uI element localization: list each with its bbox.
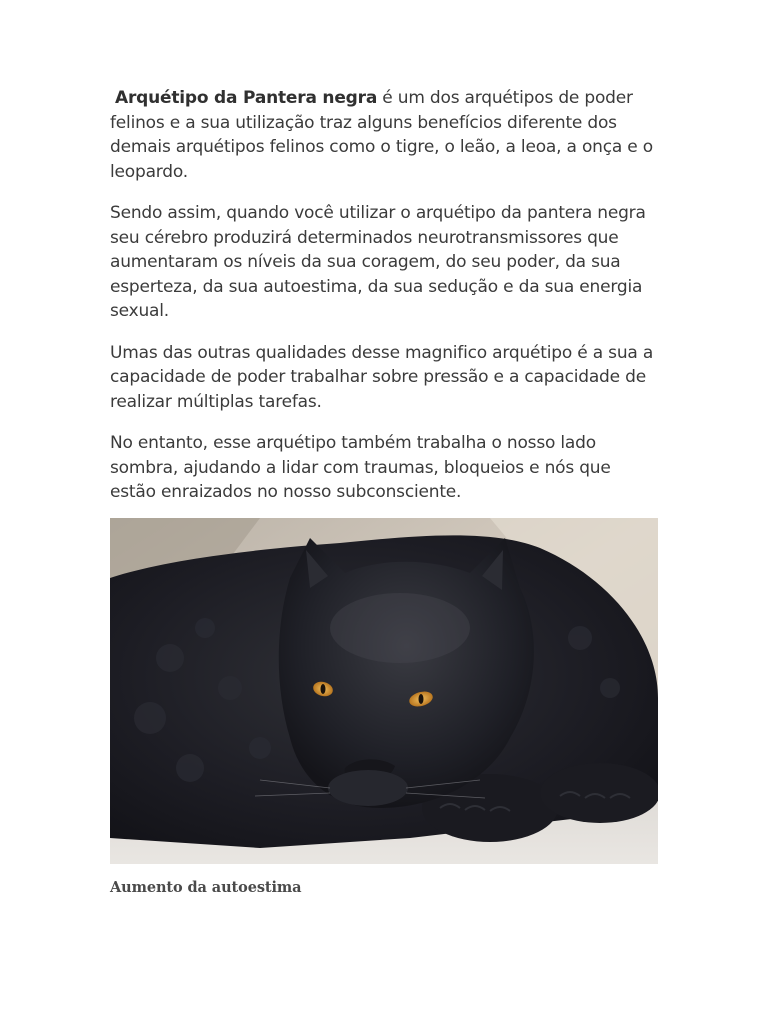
article-body (110, 86, 658, 522)
paragraph-3: Umas das outras qualidades desse magnifico arquétipo é a sua a capacidade de poder trabalhar sobre pressão e a capacidade de realizar múltiplas tarefas. (110, 342, 654, 412)
paragraph-1-bold: Arquétipo da Pantera negra (115, 88, 378, 108)
black-panther-photo (110, 518, 658, 864)
paragraph-4: No entanto, esse arquétipo também trabalha o nosso lado sombra, ajudando a lidar com traumas, bloqueios e nós que estão enraizados no nosso subconsciente. (110, 433, 611, 502)
paragraph-1-text: é um dos arquétipos de poder felinos e a sua utilização traz alguns benefícios diferente dos demais arquétipos felinos como o tigre, o leão, a leoa, a onça e o leopardo. (110, 88, 653, 182)
paragraph-2: Sendo assim, quando você utilizar o arquétipo da pantera negra seu cérebro produzirá determinados neurotransmissores que aumentaram os níveis da sua coragem, do seu poder, da sua esperteza, da sua autoestima, da sua sedução e da sua energia sexual. (110, 203, 646, 321)
image-caption: Aumento da autoestima (110, 879, 302, 896)
paragraph-1 (110, 86, 658, 184)
